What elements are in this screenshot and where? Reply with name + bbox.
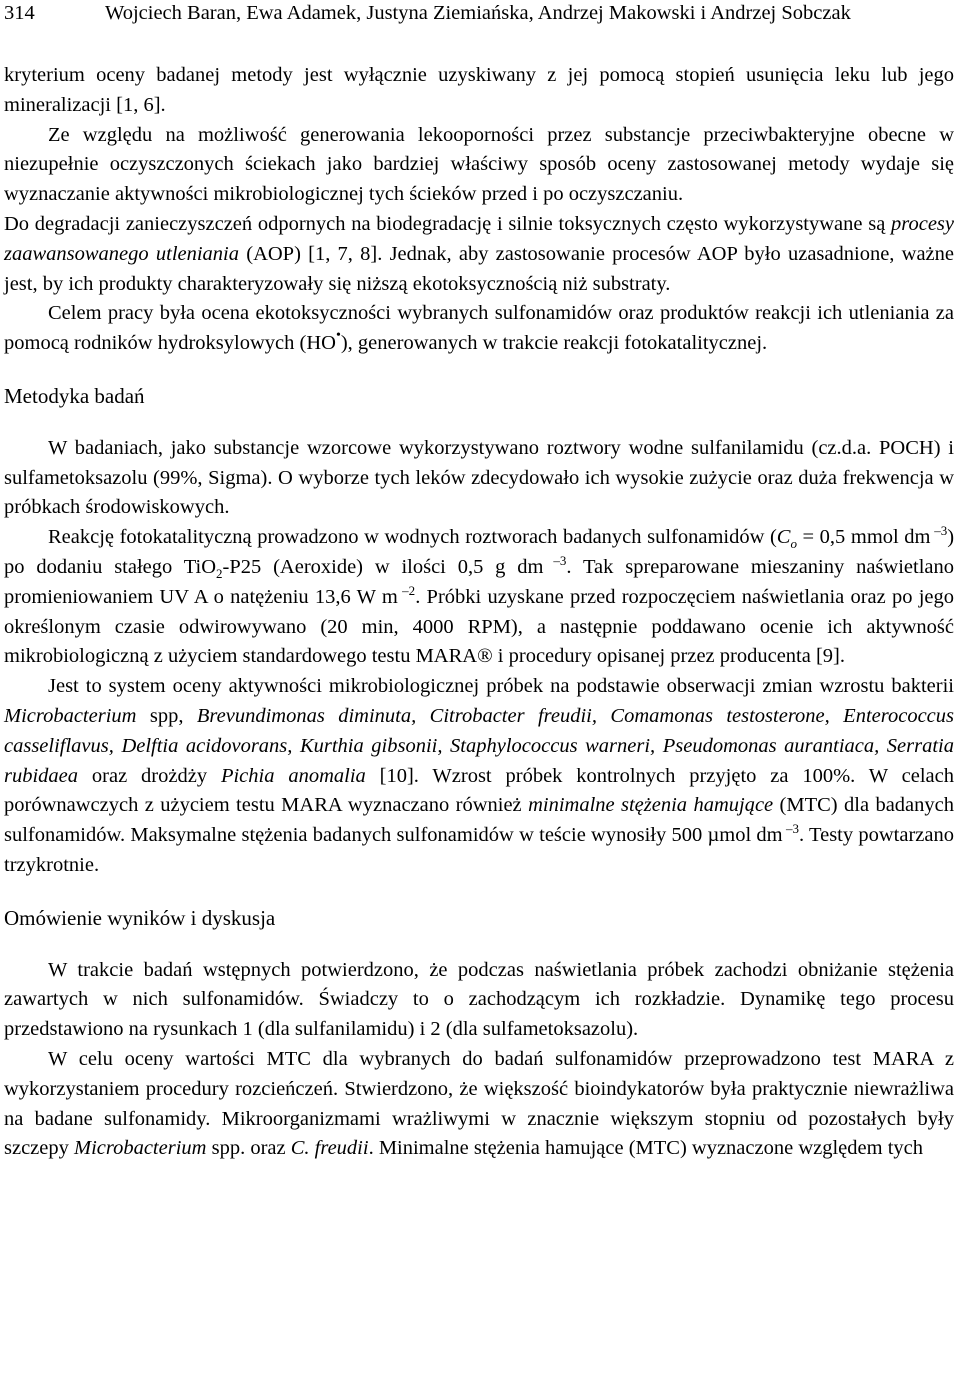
text-run: spp, [136, 704, 197, 727]
spacer [4, 934, 954, 956]
text-run: Do degradacji zanieczyszczeń odpornych na biodegradację i silnie toksycznych często wykorzystywane są [4, 212, 891, 235]
text-run: . Testy powtarzano trzykrotnie. [4, 824, 954, 876]
paragraph-text: W badaniach, jako substancje wzorcowe wykorzystywano roztwory wodne sulfanilamidu (cz.d.a. POCH) i sulfametoksazolu (99%, Sigma). O wyborze tych leków zdecydowało ich wysokie zużycie oraz duża frekwencja w próbkach środowiskowych. [4, 436, 954, 519]
paragraph-text: W trakcie badań wstępnych potwierdzono, że podczas naświetlania próbek zachodzi obniżanie stężenia zawartych w nich sulfonamidów. Świadczy to o zachodzącym ich rozkładzie. Dynamikę tego procesu przedstawiono na rysunkach 1 (dla sulfanilamidu) i 2 (dla sulfametoksazolu). [4, 958, 954, 1041]
text-run: ), generowanych w trakcie reakcji fotokatalitycznej. [340, 332, 768, 355]
paragraph-substancje-wzorcowe [4, 434, 954, 523]
header-authors: Wojciech Baran, Ewa Adamek, Justyna Ziemiańska, Andrzej Makowski i Andrzej Sobczak [105, 2, 851, 24]
subscript: o [790, 536, 797, 552]
spacer [4, 361, 954, 382]
text-run: = 0,5 mmol dm [796, 526, 931, 549]
text-run: [10]. Wzrost próbek kontrolnych przyjęto za 100%. W celach porównawczych z użyciem testu MARA wyznaczano również [4, 764, 954, 817]
running-header [4, 0, 954, 40]
text-run: -P25 (Aeroxide) w ilości 0,5 g dm [222, 555, 544, 578]
text-run: . Próbki uzyskane przed rozpoczęciem naświetlania oraz po jego określonym czasie odwirowywano (20 min, 4000 RPM), a następnie poddawano ocenie ich aktywność mikrobiologiczną z użyciem standardowego testu MARA® i procedury opisanej przez producenta [9]. [4, 585, 955, 668]
text-run: . Tak spreparowane mieszaniny naświetlano promieniowaniem UV A o natężeniu 13,6 W m [4, 555, 954, 608]
section-heading-wyniki: Omówienie wyników i dyskusja [4, 905, 276, 930]
text-run: Jest to system oceny aktywności mikrobiologicznej próbek na podstawie obserwacji zmian wzrostu bakterii [48, 675, 954, 698]
text-run: . Minimalne stężenia hamujące (MTC) wyznaczone względem tych [368, 1137, 923, 1160]
superscript: –3 [930, 523, 948, 539]
spacer [4, 412, 954, 434]
paragraph-reakcja-fotokatalityczna [4, 523, 954, 672]
text-run: Reakcję fotokatalityczną prowadzono w wodnych roztworach badanych sulfonamidów ( [48, 526, 777, 549]
section-heading-metodyka: Metodyka badań [4, 383, 145, 408]
paragraph-cel-pracy [4, 299, 954, 361]
text-run: ) po dodaniu stałego TiO [4, 526, 955, 578]
superscript: –3 [543, 553, 567, 569]
italic-species: Pichia anomalia [220, 764, 366, 787]
paragraph-test-mara [4, 672, 954, 881]
italic-species: Microbacterium [74, 1137, 207, 1160]
text-run: W celu oceny wartości MTC dla wybranych do badań sulfonamidów przeprowadzono test MARA z wykorzystaniem procedury rozcieńczeń. Stwierdzono, że większość bioindykatorów była praktycznie niewrażliwa na badane sulfonamidy. Mikroorganizmami wrażliwymi w znacznie większym stopniu od pozostałych były szczepy [4, 1047, 954, 1160]
paragraph-badania-wstepne [4, 956, 954, 1045]
paragraph-lekoopornosc [4, 121, 954, 210]
subscript: 2 [216, 566, 223, 582]
symbol-concentration: C [776, 526, 791, 549]
text-run: oraz drożdży [78, 764, 221, 787]
text-run: (AOP) [1, 7, 8]. Jednak, aby zastosowanie procesów AOP było uzasadnione, ważne jest, by ich produkty charakteryzowały się niższą ekotoksycznością niż substraty. [4, 242, 954, 295]
paragraph-text: Ze względu na możliwość generowania lekooporności przez substancje przeciwbakteryjne obecne w niezupełnie oczyszczonych ściekach jako bardziej właściwy sposób oceny zastosowanej metody wydaje się wyznaczanie aktywności mikrobiologicznej tych ścieków przed i po oczyszczaniu. [4, 123, 954, 206]
paragraph-continuation [4, 61, 954, 121]
italic-species: Brevundimonas diminuta, Citrobacter freudii, Comamonas testosterone, Enterococcus casseliflavus, Delftia acidovorans, Kurthia gibsonii, Staphylococcus warneri, Pseudomonas aurantiaca, Serratia rubidaea [4, 704, 954, 787]
paragraph-aop [4, 210, 954, 299]
italic-term: minimalne stężenia hamujące [528, 794, 774, 817]
italic-species: C. freudii [290, 1137, 369, 1160]
spacer [4, 881, 954, 904]
superscript: –2 [397, 582, 416, 598]
italic-term: procesy zaawansowanego utleniania [4, 212, 954, 265]
page-number: 314 [4, 2, 35, 24]
text-run: (MTC) dla badanych sulfonamidów. Maksymalne stężenia badanych sulfonamidów w teście wynosiły 500 µmol dm [4, 794, 954, 847]
paragraph-text: kryterium oceny badanej metody jest wyłącznie uzyskiwany z jej pomocą stopień usunięcia leku lub jego mineralizacji [1, 6]. [4, 64, 954, 116]
radical-dot-symbol: • [335, 328, 341, 344]
paragraph-mtc [4, 1045, 954, 1164]
text-run: spp. oraz [206, 1137, 291, 1160]
text-run: Celem pracy była ocena ekotoksyczności wybranych sulfonamidów oraz produktów reakcji ich utleniania za pomocą rodników hydroksylowych (HO [4, 302, 954, 355]
italic-species: Microbacterium [4, 704, 137, 727]
superscript: –3 [782, 821, 799, 837]
article-body [4, 61, 954, 1164]
